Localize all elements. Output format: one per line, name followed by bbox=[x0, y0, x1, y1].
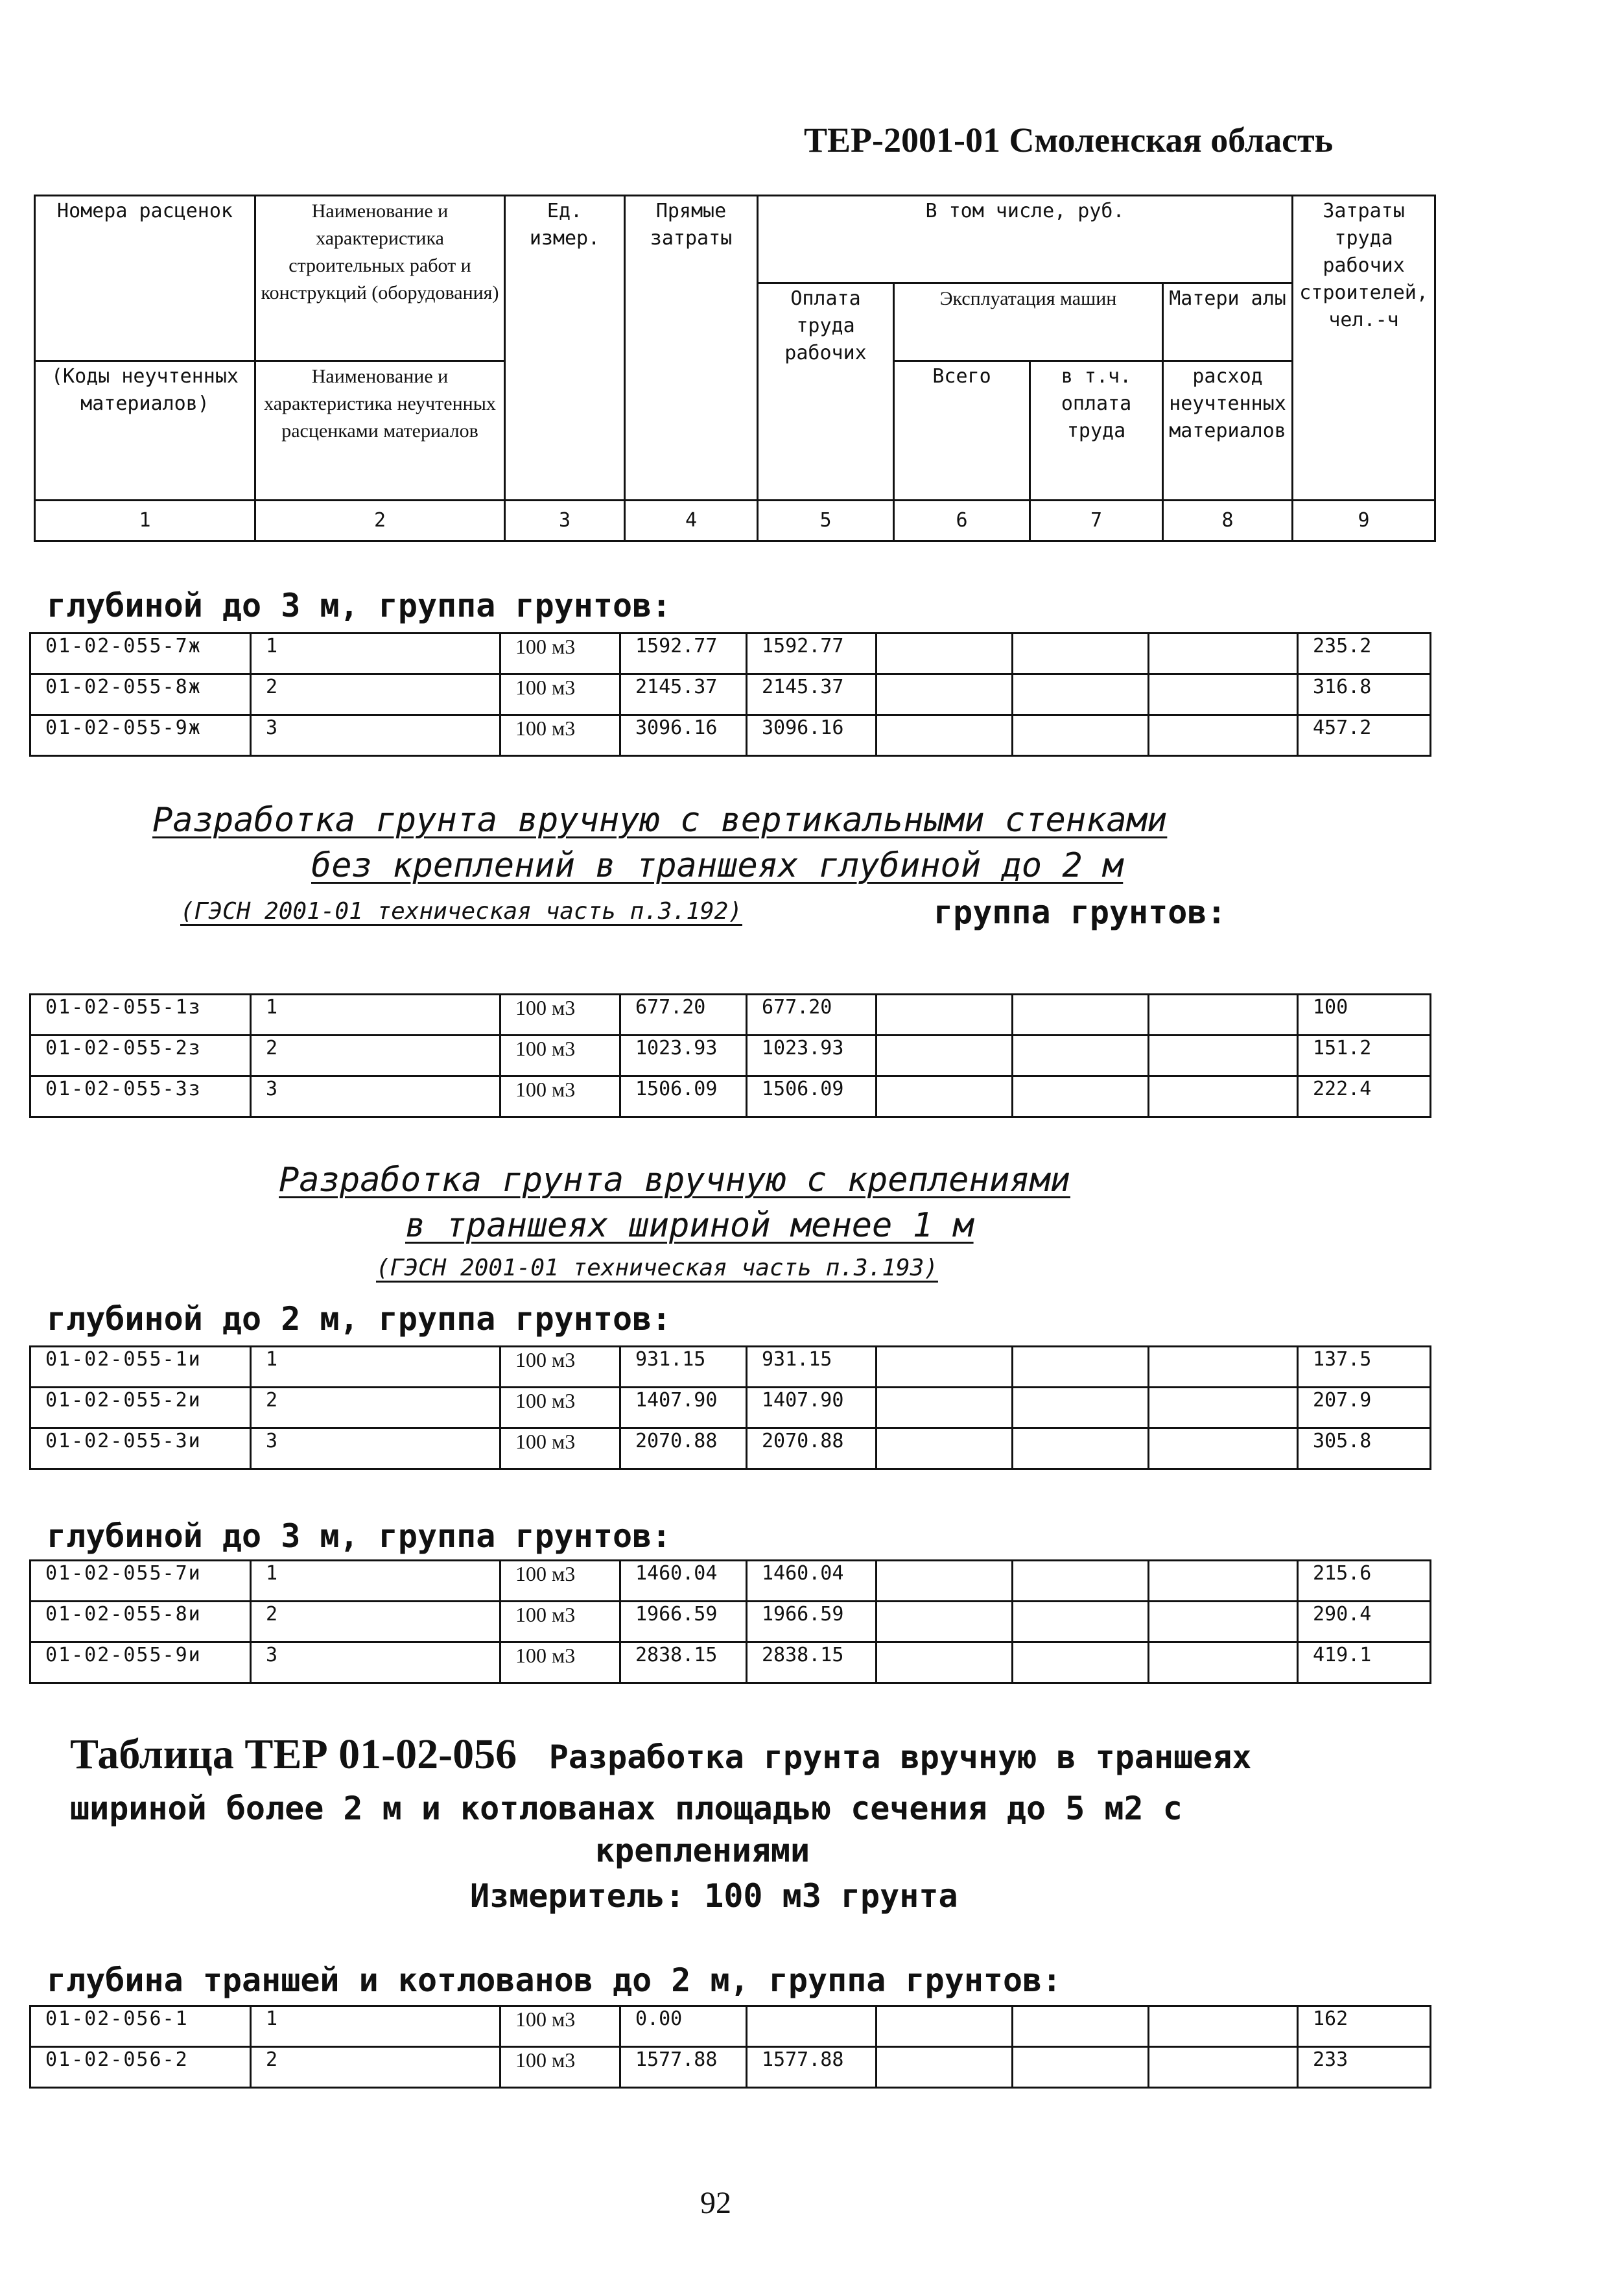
section1-label: глубиной до 3 м, группа грунтов: bbox=[47, 587, 672, 624]
machines-labor-cell bbox=[1013, 1642, 1149, 1683]
rate-code-cell: 01-02-055-2и bbox=[30, 1388, 251, 1428]
soil-group-cell: 2 bbox=[251, 1388, 500, 1428]
labor-pay-cell: 1506.09 bbox=[747, 1076, 877, 1117]
table-row bbox=[30, 2047, 1431, 2088]
unit-cell: 100 м3 bbox=[500, 1347, 620, 1388]
direct-cost-cell: 2145.37 bbox=[620, 674, 747, 715]
labor-cost-column-header: Затраты труда рабочих строителей, чел.-ч bbox=[1293, 196, 1435, 501]
section3-table bbox=[29, 1345, 1431, 1470]
direct-cost-cell: 1407.90 bbox=[620, 1388, 747, 1428]
machines-total-cell bbox=[877, 674, 1013, 715]
machines-total-column-header: Всего bbox=[894, 361, 1030, 501]
machines-total-cell bbox=[877, 633, 1013, 674]
materials-cell bbox=[1149, 1388, 1298, 1428]
machines-labor-cell bbox=[1013, 2047, 1149, 2088]
column-number-cell: 2 bbox=[255, 501, 505, 541]
section2-table bbox=[29, 993, 1431, 1118]
direct-cost-cell: 1506.09 bbox=[620, 1076, 747, 1117]
section5-title-line2: шириной более 2 м и котлованах площадью сечения до 5 м2 с bbox=[70, 1790, 1183, 1827]
machines-labor-cell bbox=[1013, 674, 1149, 715]
labor-cost-cell: 305.8 bbox=[1298, 1428, 1431, 1469]
table-row bbox=[30, 1561, 1431, 1602]
labor-cost-cell: 100 bbox=[1298, 995, 1431, 1036]
machines-labor-cell bbox=[1013, 1076, 1149, 1117]
direct-cost-cell: 1577.88 bbox=[620, 2047, 747, 2088]
materials-cell bbox=[1149, 633, 1298, 674]
table-title: Таблица ТЕР 01-02-056 bbox=[70, 1731, 517, 1778]
column-number-cell: 3 bbox=[505, 501, 625, 541]
column-number-cell: 8 bbox=[1163, 501, 1293, 541]
column-numbers-row bbox=[35, 501, 1435, 541]
labor-cost-cell: 233 bbox=[1298, 2047, 1431, 2088]
soil-group-cell: 3 bbox=[251, 715, 500, 756]
materials-cell bbox=[1149, 674, 1298, 715]
unit-cell: 100 м3 bbox=[500, 1642, 620, 1683]
machines-labor-cell bbox=[1013, 633, 1149, 674]
rate-code-cell: 01-02-055-8ж bbox=[30, 674, 251, 715]
materials-cell bbox=[1149, 1076, 1298, 1117]
rate-code-cell: 01-02-055-1з bbox=[30, 995, 251, 1036]
direct-cost-cell: 1023.93 bbox=[620, 1036, 747, 1076]
section4-label: глубиной до 3 м, группа грунтов: bbox=[47, 1517, 672, 1555]
section5-label: глубина траншей и котлованов до 2 м, группа грунтов: bbox=[47, 1961, 1062, 1999]
direct-cost-cell: 1592.77 bbox=[620, 633, 747, 674]
section3-reference: (ГЭСН 2001-01 техническая часть п.3.193) bbox=[376, 1255, 938, 1281]
labor-pay-column-header: Оплата труда рабочих bbox=[758, 283, 894, 501]
section4-table bbox=[29, 1559, 1431, 1684]
section3-label: глубиной до 2 м, группа грунтов: bbox=[47, 1300, 672, 1338]
section2-title-line1: Разработка грунта вручную с вертикальными стенками bbox=[152, 801, 1168, 840]
materials-cell bbox=[1149, 1602, 1298, 1642]
materials-cell bbox=[1149, 1347, 1298, 1388]
codes-column-header: Номера расценок bbox=[35, 196, 255, 361]
table-row bbox=[30, 633, 1431, 674]
soil-group-cell: 1 bbox=[251, 995, 500, 1036]
rate-code-cell: 01-02-056-2 bbox=[30, 2047, 251, 2088]
column-number-cell: 5 bbox=[758, 501, 894, 541]
machines-total-cell bbox=[877, 995, 1013, 1036]
direct-cost-cell: 0.00 bbox=[620, 2006, 747, 2047]
labor-pay-cell: 1577.88 bbox=[747, 2047, 877, 2088]
unit-cell: 100 м3 bbox=[500, 1036, 620, 1076]
rate-code-cell: 01-02-055-3з bbox=[30, 1076, 251, 1117]
labor-cost-cell: 235.2 bbox=[1298, 633, 1431, 674]
unit-cell: 100 м3 bbox=[500, 1428, 620, 1469]
unit-cell: 100 м3 bbox=[500, 674, 620, 715]
soil-group-cell: 1 bbox=[251, 633, 500, 674]
section5-table bbox=[29, 2005, 1431, 2089]
section1-table bbox=[29, 632, 1431, 757]
rate-code-cell: 01-02-055-9и bbox=[30, 1642, 251, 1683]
machines-labor-cell bbox=[1013, 1561, 1149, 1602]
labor-cost-cell: 207.9 bbox=[1298, 1388, 1431, 1428]
direct-cost-cell: 2838.15 bbox=[620, 1642, 747, 1683]
machines-total-cell bbox=[877, 1602, 1013, 1642]
table-row bbox=[30, 995, 1431, 1036]
rate-code-cell: 01-02-055-2з bbox=[30, 1036, 251, 1076]
unit-cell: 100 м3 bbox=[500, 1561, 620, 1602]
machines-labor-column-header: в т.ч. оплата труда bbox=[1030, 361, 1163, 501]
table-row bbox=[30, 1428, 1431, 1469]
materials-cell bbox=[1149, 1036, 1298, 1076]
soil-group-cell: 2 bbox=[251, 674, 500, 715]
materials-cell bbox=[1149, 1428, 1298, 1469]
machines-labor-cell bbox=[1013, 1347, 1149, 1388]
machines-labor-cell bbox=[1013, 2006, 1149, 2047]
machines-total-cell bbox=[877, 1036, 1013, 1076]
labor-cost-cell: 222.4 bbox=[1298, 1076, 1431, 1117]
codes-sub-column-header: (Коды неучтенных материалов) bbox=[35, 361, 255, 501]
column-number-cell: 7 bbox=[1030, 501, 1163, 541]
table-row bbox=[30, 674, 1431, 715]
section2-reference: (ГЭСН 2001-01 техническая часть п.3.192) bbox=[180, 898, 742, 925]
machines-labor-cell bbox=[1013, 995, 1149, 1036]
materials-cell bbox=[1149, 995, 1298, 1036]
labor-cost-cell: 316.8 bbox=[1298, 674, 1431, 715]
machines-total-cell bbox=[877, 2047, 1013, 2088]
machines-labor-cell bbox=[1013, 1428, 1149, 1469]
labor-pay-cell bbox=[747, 2006, 877, 2047]
materials-sub-column-header: расход неучтенных материалов bbox=[1163, 361, 1293, 501]
machines-labor-cell bbox=[1013, 715, 1149, 756]
machines-labor-cell bbox=[1013, 1388, 1149, 1428]
column-number-cell: 4 bbox=[625, 501, 758, 541]
materials-cell bbox=[1149, 1642, 1298, 1683]
labor-pay-cell: 1460.04 bbox=[747, 1561, 877, 1602]
machines-total-cell bbox=[877, 1076, 1013, 1117]
rate-code-cell: 01-02-055-1и bbox=[30, 1347, 251, 1388]
labor-pay-cell: 2145.37 bbox=[747, 674, 877, 715]
soil-group-cell: 2 bbox=[251, 2047, 500, 2088]
direct-cost-cell: 1966.59 bbox=[620, 1602, 747, 1642]
table-title-rest: Разработка грунта вручную в траншеях bbox=[548, 1738, 1252, 1776]
machines-labor-cell bbox=[1013, 1602, 1149, 1642]
including-column-header: В том числе, руб. bbox=[758, 196, 1293, 283]
table-row bbox=[30, 1642, 1431, 1683]
unit-cell: 100 м3 bbox=[500, 2047, 620, 2088]
section2-label: группа грунтов: bbox=[934, 894, 1227, 931]
section2-title-line2: без креплений в траншеях глубиной до 2 м bbox=[311, 846, 1124, 885]
name-sub-column-header: Наименование и характеристика неучтенных расценками материалов bbox=[255, 361, 505, 501]
machines-labor-cell bbox=[1013, 1036, 1149, 1076]
table-row bbox=[30, 2006, 1431, 2047]
unit-cell: 100 м3 bbox=[500, 633, 620, 674]
table-row bbox=[30, 715, 1431, 756]
labor-pay-cell: 1407.90 bbox=[747, 1388, 877, 1428]
labor-pay-cell: 1023.93 bbox=[747, 1036, 877, 1076]
unit-cell: 100 м3 bbox=[500, 1602, 620, 1642]
materials-cell bbox=[1149, 715, 1298, 756]
direct-cost-cell: 2070.88 bbox=[620, 1428, 747, 1469]
materials-column-header: Матери алы bbox=[1163, 283, 1293, 361]
table-row bbox=[30, 1076, 1431, 1117]
column-number-cell: 6 bbox=[894, 501, 1030, 541]
soil-group-cell: 2 bbox=[251, 1036, 500, 1076]
materials-cell bbox=[1149, 1561, 1298, 1602]
section5-title-line3: креплениями bbox=[595, 1832, 810, 1869]
name-column-header: Наименование и характеристика строительных работ и конструкций (оборудования) bbox=[255, 196, 505, 361]
rate-code-cell: 01-02-056-1 bbox=[30, 2006, 251, 2047]
rate-code-cell: 01-02-055-9ж bbox=[30, 715, 251, 756]
labor-cost-cell: 419.1 bbox=[1298, 1642, 1431, 1683]
direct-cost-cell: 3096.16 bbox=[620, 715, 747, 756]
running-header: ТЕР-2001-01 Смоленская область bbox=[804, 121, 1334, 160]
section5-title-line1 bbox=[70, 1730, 1251, 1779]
unit-cell: 100 м3 bbox=[500, 2006, 620, 2047]
direct-cost-column-header: Прямые затраты bbox=[625, 196, 758, 501]
labor-pay-cell: 1592.77 bbox=[747, 633, 877, 674]
labor-pay-cell: 2838.15 bbox=[747, 1642, 877, 1683]
soil-group-cell: 3 bbox=[251, 1642, 500, 1683]
direct-cost-cell: 1460.04 bbox=[620, 1561, 747, 1602]
labor-pay-cell: 2070.88 bbox=[747, 1428, 877, 1469]
unit-cell: 100 м3 bbox=[500, 995, 620, 1036]
soil-group-cell: 1 bbox=[251, 1561, 500, 1602]
page-number: 92 bbox=[700, 2186, 731, 2220]
table-row bbox=[30, 1602, 1431, 1642]
machines-total-cell bbox=[877, 2006, 1013, 2047]
direct-cost-cell: 677.20 bbox=[620, 995, 747, 1036]
machines-total-cell bbox=[877, 1347, 1013, 1388]
column-number-cell: 1 bbox=[35, 501, 255, 541]
section3-title-line1: Разработка грунта вручную с креплениями bbox=[279, 1161, 1070, 1200]
rate-code-cell: 01-02-055-3и bbox=[30, 1428, 251, 1469]
labor-pay-cell: 1966.59 bbox=[747, 1602, 877, 1642]
machines-total-cell bbox=[877, 715, 1013, 756]
soil-group-cell: 1 bbox=[251, 1347, 500, 1388]
unit-column-header: Ед. измер. bbox=[505, 196, 625, 501]
machines-total-cell bbox=[877, 1642, 1013, 1683]
unit-cell: 100 м3 bbox=[500, 1076, 620, 1117]
labor-cost-cell: 162 bbox=[1298, 2006, 1431, 2047]
labor-cost-cell: 151.2 bbox=[1298, 1036, 1431, 1076]
rate-code-cell: 01-02-055-8и bbox=[30, 1602, 251, 1642]
table-row bbox=[30, 1388, 1431, 1428]
unit-cell: 100 м3 bbox=[500, 1388, 620, 1428]
table-row bbox=[30, 1347, 1431, 1388]
labor-cost-cell: 137.5 bbox=[1298, 1347, 1431, 1388]
labor-cost-cell: 457.2 bbox=[1298, 715, 1431, 756]
column-number-cell: 9 bbox=[1293, 501, 1435, 541]
rate-code-cell: 01-02-055-7ж bbox=[30, 633, 251, 674]
machines-column-header: Эксплуатация машин bbox=[894, 283, 1163, 361]
direct-cost-cell: 931.15 bbox=[620, 1347, 747, 1388]
materials-cell bbox=[1149, 2047, 1298, 2088]
machines-total-cell bbox=[877, 1561, 1013, 1602]
soil-group-cell: 2 bbox=[251, 1602, 500, 1642]
labor-cost-cell: 290.4 bbox=[1298, 1602, 1431, 1642]
machines-total-cell bbox=[877, 1428, 1013, 1469]
column-header-table bbox=[34, 195, 1436, 542]
table-row bbox=[30, 1036, 1431, 1076]
soil-group-cell: 1 bbox=[251, 2006, 500, 2047]
section3-title-line2: в траншеях шириной менее 1 м bbox=[405, 1206, 974, 1245]
section5-meter: Измеритель: 100 м3 грунта bbox=[470, 1877, 958, 1915]
labor-pay-cell: 3096.16 bbox=[747, 715, 877, 756]
labor-cost-cell: 215.6 bbox=[1298, 1561, 1431, 1602]
unit-cell: 100 м3 bbox=[500, 715, 620, 756]
labor-pay-cell: 677.20 bbox=[747, 995, 877, 1036]
materials-cell bbox=[1149, 2006, 1298, 2047]
machines-total-cell bbox=[877, 1388, 1013, 1428]
soil-group-cell: 3 bbox=[251, 1428, 500, 1469]
rate-code-cell: 01-02-055-7и bbox=[30, 1561, 251, 1602]
labor-pay-cell: 931.15 bbox=[747, 1347, 877, 1388]
soil-group-cell: 3 bbox=[251, 1076, 500, 1117]
